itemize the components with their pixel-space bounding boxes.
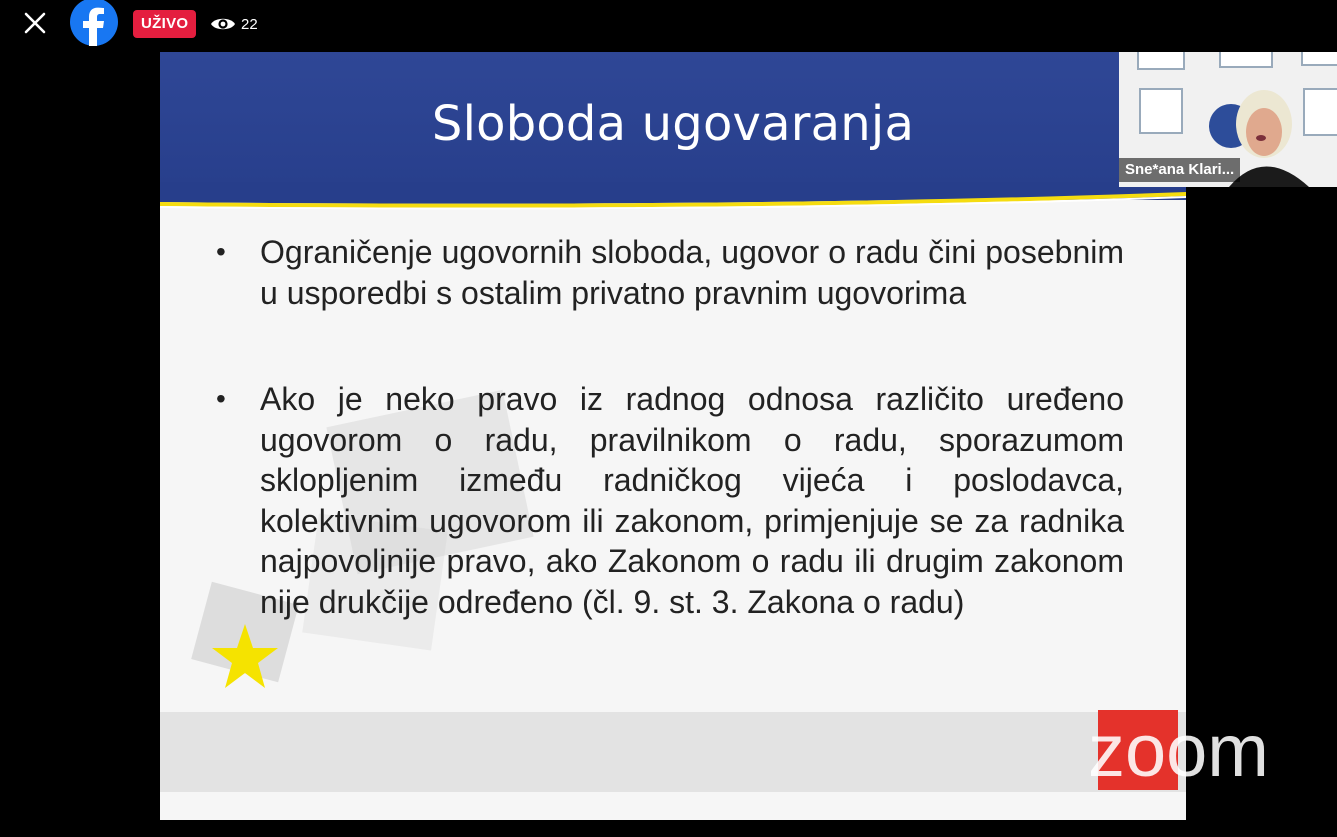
- bullet-dot: •: [216, 383, 226, 414]
- wall-poster: [1301, 52, 1337, 66]
- slide-footer-band: [160, 712, 1186, 792]
- viewer-counter: [210, 12, 258, 36]
- participant-name-label: Sne*ana Klari...: [1119, 158, 1240, 182]
- wall-poster: [1137, 52, 1185, 70]
- wall-poster: [1219, 52, 1273, 68]
- slide-title: Sloboda ugovaranja: [431, 96, 915, 152]
- viewer-count: 22: [241, 15, 258, 33]
- live-top-bar: [0, 0, 1337, 46]
- slide-bullet-list: [216, 232, 1124, 688]
- wall-poster: [1139, 88, 1183, 134]
- bullet-item: [216, 232, 1124, 313]
- bullet-dot: •: [216, 236, 226, 267]
- facebook-logo-icon[interactable]: [69, 0, 119, 46]
- bullet-item: [216, 379, 1124, 622]
- slide-header-curve: [160, 182, 1186, 222]
- svg-text:zoom: zoom: [1088, 709, 1269, 792]
- eye-icon: [210, 15, 236, 33]
- presentation-slide: [160, 52, 1186, 820]
- close-icon[interactable]: [22, 10, 48, 36]
- bullet-text: Ograničenje ugovornih sloboda, ugovor o radu čini posebnim u usporedbi s ostalim privatno pravnim ugovorima: [260, 234, 1124, 311]
- bullet-text: Ako je neko pravo iz radnog odnosa različito uređeno ugovorom o radu, pravilnikom o radu, sporazumom sklopljenim između radničkog vijeća i poslodavca, kolektivnim ugovorom ili zakonom, primjenjuje se za radnika najpovoljnije pravo, ako Zakonom o radu ili drugim zakonom nije drukčije određeno (čl. 9. st. 3. Zakona o radu): [260, 381, 1124, 620]
- zoom-logo-icon: [1088, 708, 1308, 798]
- live-badge: UŽIVO: [133, 10, 196, 38]
